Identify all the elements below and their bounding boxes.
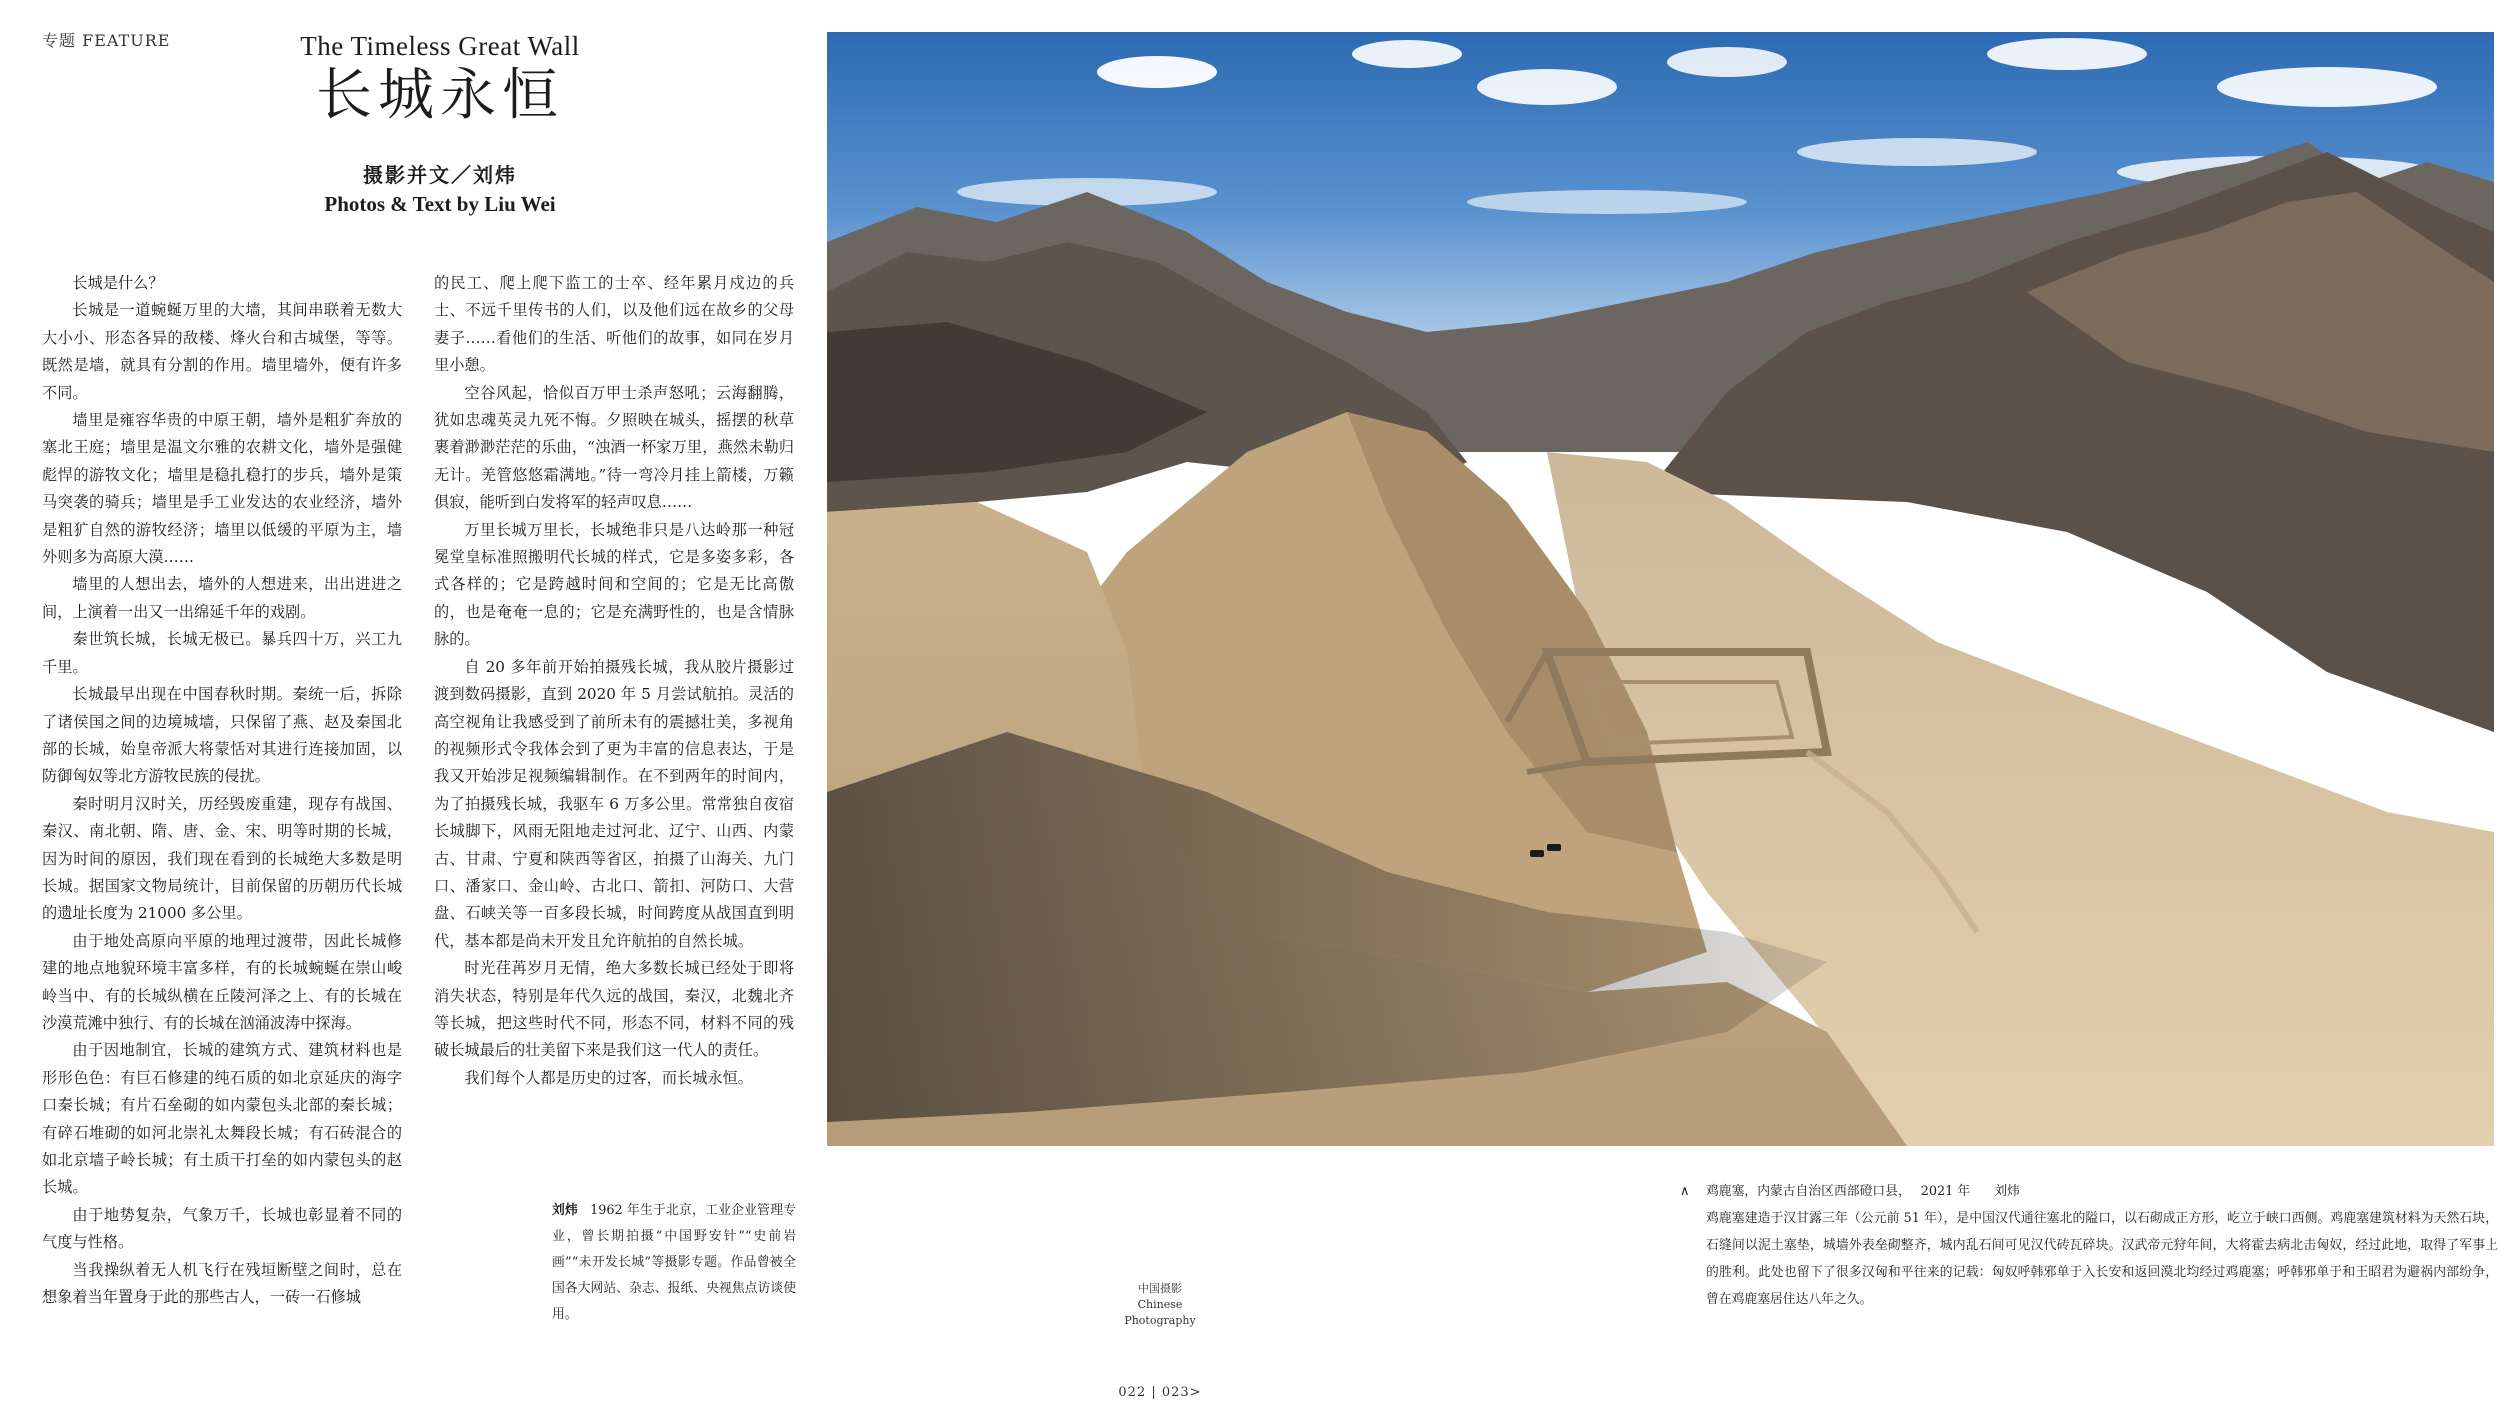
page-numbers: 022 | 023> xyxy=(1118,1385,1202,1400)
magazine-name-english-2: Photography xyxy=(1124,1314,1196,1327)
author-bio-text: 1962 年生于北京，工业企业管理专业，曾长期拍摄“中国野安针”“史前岩画”“未开发长城”等摄影专题。作品曾被全国各大网站、杂志、报纸、央视焦点访谈使用。 xyxy=(552,1203,797,1322)
cloud xyxy=(1477,69,1617,105)
paragraph: 长城是什么？ xyxy=(72,274,164,292)
paragraph: 由于地势复杂，气象万千，长城也彰显着不同的气度与性格。 xyxy=(42,1205,402,1252)
title-english: The Timeless Great Wall xyxy=(300,31,580,61)
byline-chinese: 摄影并文／刘炜 xyxy=(363,162,517,187)
paragraph: 由于地处高原向平原的地理过渡带，因此长城修建的地点地貌环境丰富多样，有的长城蜿蜒在崇山峻岭当中、有的长城纵横在丘陵河泽之上、有的长城在沙漠荒滩中独行、有的长城在汹涌波涛中探海。 xyxy=(42,931,402,1032)
paragraph: 长城是一道蜿蜒万里的大墙，其间串联着无数大大小小、形态各异的敌楼、烽火台和古城堡，等等。既然是墙，就具有分割的作用。墙里墙外，便有许多不同。 xyxy=(42,301,402,402)
cloud xyxy=(2217,67,2437,107)
paragraph: 由于因地制宜，长城的建筑方式、建筑材料也是形形色色：有巨石修建的纯石质的如北京延庆的海字口秦长城；有片石垒砌的如内蒙包头北部的秦长城；有碎石堆砌的如河北崇礼太舞段长城；有石砖混合的如北京墙子岭长城；有土质干打垒的如内蒙包头的赵长城。 xyxy=(42,1041,402,1197)
section-tag: 专题 FEATURE xyxy=(42,31,171,50)
paragraph: 当我操纵着无人机飞行在残垣断壁之间时，总在想象着当年置身于此的那些古人，一砖一石修城 xyxy=(42,1260,402,1307)
title-block xyxy=(220,30,660,217)
paragraph: 的民工、爬上爬下监工的士卒、经年累月戍边的兵士、不远千里传书的人们，以及他们远在故乡的父母妻子……看他们的生活、听他们的故事，如同在岁月里小憩。 xyxy=(434,274,794,375)
paragraph: 万里长城万里长，长城绝非只是八达岭那一种冠冕堂皇标准照搬明代长城的样式，它是多姿多彩，各式各样的；它是跨越时间和空间的；它是无比高傲的，也是奄奄一息的；它是充满野性的，也是含情脉脉的。 xyxy=(434,520,794,649)
paragraph: 空谷风起，恰似百万甲士杀声怒吼；云海翻腾，犹如忠魂英灵九死不悔。夕照映在城头，摇摆的秋草裹着渺渺茫茫的乐曲，“浊酒一杯家万里，燕然未勒归无计。羌管悠悠霜满地。”待一弯冷月挂上箭楼，万籁俱寂，能听到白发将军的轻声叹息…… xyxy=(434,383,794,512)
paragraph: 自 20 多年前开始拍摄残长城，我从胶片摄影过渡到数码摄影，直到 2020 年 5 月尝试航拍。灵活的高空视角让我感受到了前所未有的震撼壮美，多视角的视频形式令我体会到了更为丰富的信息表达，于是我又开始涉足视频编辑制作。在不到两年的时间内，为了拍摄残长城，我驱车 6 万多公里。常常独自夜宿长城脚下，风雨无阻地走过河北、辽宁、山西、内蒙古、甘肃、宁夏和陕西等省区，拍摄了山海关、九门口、潘家口、金山岭、古北口、箭扣、河防口、大营盘、石峡关等一百多段长城，时间跨度从战国直到明代，基本都是尚未开发且允许航拍的自然长城。 xyxy=(434,657,794,950)
paragraph: 秦时明月汉时关，历经毁废重建，现存有战国、秦汉、南北朝、隋、唐、金、宋、明等时期的长城，因为时间的原因，我们现在看到的长城绝大多数是明长城。据国家文物局统计，目前保留的历朝历代长城的遗址长度为 21000 多公里。 xyxy=(42,794,402,923)
caption-location: 鸡鹿塞，内蒙古自治区西部磴口县， xyxy=(1706,1184,1911,1199)
title-chinese: 长城永恒 xyxy=(316,63,564,129)
paragraph: 秦世筑长城，长城无极已。暴兵四十万，兴工九千里。 xyxy=(42,630,402,676)
cloud xyxy=(1097,56,1217,88)
caption-header xyxy=(1680,1178,2498,1205)
photo-caption xyxy=(1680,1178,2498,1313)
caption-text: 鸡鹿塞建造于汉甘露三年（公元前 51 年），是中国汉代通往塞北的隘口，以石砌成正方形，屹立于峡口西侧。鸡鹿塞建筑材料为天然石块，石缝间以泥土塞垫，城墙外表垒砌整齐，城内乱石间可见汉代砖瓦碎块。汉武帝元狩年间，大将霍去病北击匈奴，经过此地，取得了军事上的胜利。此处也留下了很多汉匈和平往来的记载：匈奴呼韩邪单于入长安和返回漠北均经过鸡鹿塞；呼韩邪单于和王昭君为避祸内部纷争，曾在鸡鹿塞居住达八年之久。 xyxy=(1706,1211,2498,1307)
caption-author: 刘炜 xyxy=(1994,1184,2020,1199)
vehicle xyxy=(1530,850,1544,857)
paragraph: 长城最早出现在中国春秋时期。秦统一后，拆除了诸侯国之间的边境城墙，只保留了燕、赵及秦国北部的长城，始皇帝派大将蒙恬对其进行连接加固，以防御匈奴等北方游牧民族的侵扰。 xyxy=(42,685,402,786)
article-column-1 xyxy=(42,270,402,1311)
paragraph: 时光荏苒岁月无情，绝大多数长城已经处于即将消失状态，特别是年代久远的战国，秦汉，北魏北齐等长城，把这些时代不同，形态不同，材料不同的残破长城最后的壮美留下来是我们这一代人的责任。 xyxy=(434,959,794,1060)
caption-year: 2021 年 xyxy=(1920,1184,1971,1199)
vehicle xyxy=(1547,844,1561,851)
caret-up-icon: ∧ xyxy=(1680,1184,1690,1199)
cloud xyxy=(1467,190,1747,214)
byline-english: Photos & Text by Liu Wei xyxy=(324,191,556,216)
cloud xyxy=(1987,38,2147,70)
paragraph: 墙里的人想出去，墙外的人想进来，出出进进之间，上演着一出又一出绵延千年的戏剧。 xyxy=(42,575,402,621)
author-bio xyxy=(552,1198,796,1328)
cloud xyxy=(1797,138,2037,166)
author-name: 刘炜 xyxy=(552,1203,579,1218)
magazine-name-english-1: Chinese xyxy=(1137,1298,1183,1311)
cloud xyxy=(1667,47,1787,77)
article-column-2 xyxy=(434,270,794,1092)
magazine-logo xyxy=(1090,1281,1230,1329)
paragraph: 我们每个人都是历史的过客，而长城永恒。 xyxy=(464,1068,753,1087)
magazine-name-chinese: 中国摄影 xyxy=(1138,1282,1182,1295)
paragraph: 墙里是雍容华贵的中原王朝，墙外是粗犷奔放的塞北王庭；墙里是温文尔雅的农耕文化，墙外是强健彪悍的游牧文化；墙里是稳扎稳打的步兵，墙外是策马突袭的骑兵；墙里是手工业发达的农业经济，墙外是粗犷自然的游牧经济；墙里以低缓的平原为主，墙外则多为高原大漠…… xyxy=(42,411,402,567)
cloud xyxy=(1352,40,1462,68)
landscape-photo xyxy=(827,32,2494,1146)
